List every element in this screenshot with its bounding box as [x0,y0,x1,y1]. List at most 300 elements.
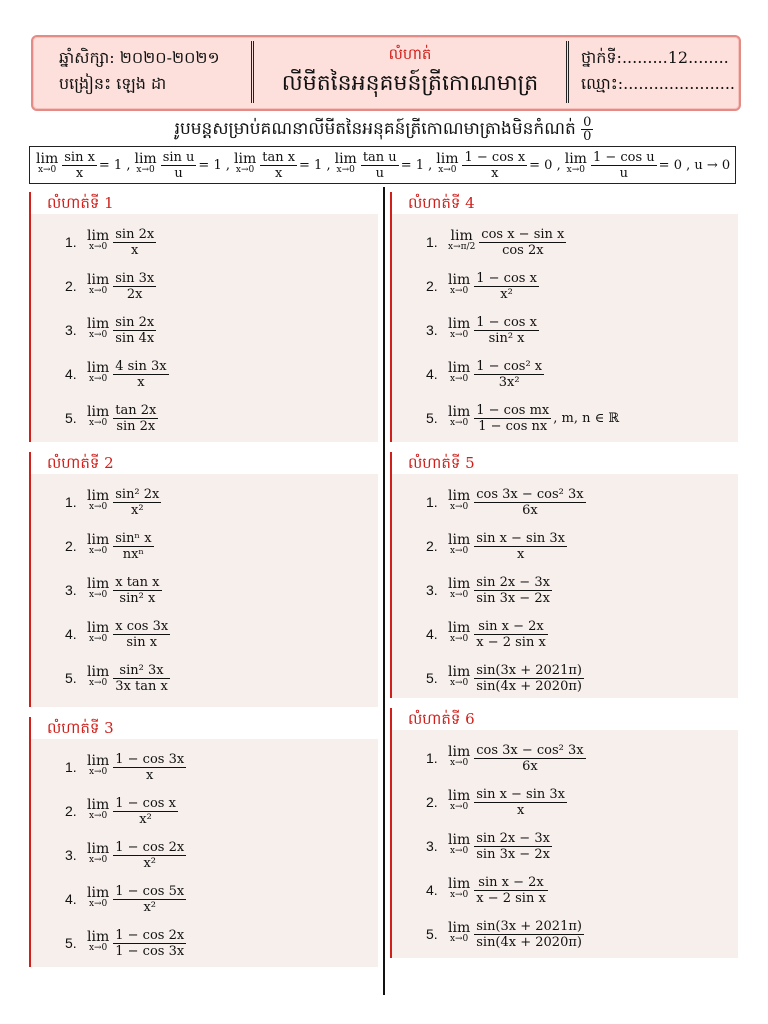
problem-fraction [474,575,552,606]
problem-fraction [113,796,178,827]
problem-item [392,524,738,568]
problem-number: 4. [426,626,438,642]
numerator: 1 − cos x [464,149,526,165]
lim-word: lim [87,753,110,769]
problem-item [31,568,378,612]
problem-fraction [474,919,584,950]
numerator: sin 3x [115,270,155,286]
numerator: 1 − cos 5x [115,883,185,899]
indeterminate-fraction [581,116,593,143]
problem-fraction [113,359,168,390]
lim-sub: x→0 [449,286,469,296]
lim-sub: x→0 [88,811,108,821]
numerator: sin 2x − 3x [476,574,550,590]
limit-operator [87,404,110,429]
formula-result: = 0 , u → 0 [658,157,731,173]
problem-number: 2. [426,538,438,554]
lim-sub: x→0 [449,934,469,944]
lim-sub: x→0 [88,943,108,953]
lim-word: lim [436,151,459,167]
section-body [29,474,378,707]
lim-word: lim [448,620,471,636]
problem-fraction [474,875,548,906]
limit-operator [448,832,471,857]
denominator: sin 3x − 2x [476,590,550,606]
problem-number: 1. [426,234,438,250]
numerator: cos 3x − cos² 3x [476,742,584,758]
denominator: 3x tan x [115,678,168,694]
lim-word: lim [87,488,110,504]
problem-fraction [474,487,585,518]
lim-word: lim [87,272,110,288]
denominator: sin 3x − 2x [476,846,550,862]
limit-operator [87,316,110,341]
formula-fraction [161,150,197,181]
formula-fraction [62,150,97,181]
problem-item [31,745,378,789]
problem-number: 5. [426,926,438,942]
problem-number: 5. [426,410,438,426]
formula-result: = 1 , [198,157,230,173]
column-divider [383,187,385,995]
limit-operator [87,885,110,910]
denominator: u [375,165,384,181]
problem-number: 2. [65,278,77,294]
problem-item [392,220,738,264]
problem-item [31,612,378,656]
lim-sub: x→0 [449,374,469,384]
denominator: x² [143,855,156,871]
problem-item [31,480,378,524]
problem-item [392,912,738,956]
problem-item [31,396,378,440]
lim-word: lim [134,151,157,167]
problem-number: 3. [65,582,77,598]
denominator: x [516,546,525,562]
lim-sub: x→0 [566,165,585,175]
numerator: tan x [262,149,296,165]
problem-item [392,308,738,352]
exercise-label: លំហាត់ [388,45,432,63]
lim-sub: x→0 [88,546,108,556]
problem-number: 1. [426,494,438,510]
problem-number: 5. [65,410,77,426]
lim-sub: x→0 [449,678,469,688]
limit-operator [448,664,471,689]
denominator: x [75,165,84,181]
lim-word: lim [87,664,110,680]
problem-item [392,264,738,308]
limit-operator [448,228,476,253]
limit-operator [87,228,110,253]
lim-word: lim [87,841,110,857]
problem-number: 1. [65,494,77,510]
exercise-section [390,192,738,442]
problem-fraction [113,884,186,915]
problem-fraction [474,743,585,774]
section-body [390,214,738,442]
problem-condition: , m, n ∈ ℝ [553,410,620,426]
numerator: 1 − cos 2x [115,839,185,855]
lim-sub: x→0 [88,330,108,340]
numerator: sin x − 2x [474,619,548,635]
numerator: sin 2x [115,314,155,330]
problem-fraction [474,403,551,434]
lim-word: lim [87,885,110,901]
limit-operator [87,488,110,513]
problem-fraction [474,531,567,562]
limit-operator [448,620,471,645]
limit-operator [87,797,110,822]
lim-sub: x→0 [136,165,155,175]
teacher-name: បង្រៀនះ ឡេង ដា [59,74,167,93]
denominator: sin(4x + 2020π) [476,934,582,950]
problem-number: 3. [426,838,438,854]
lim-word: lim [233,151,257,167]
numerator: sin x − 2x [474,875,548,891]
limit-operator [448,744,471,769]
lim-sub: x→0 [449,890,469,900]
formula-result: = 1 , [299,157,331,173]
problem-number: 4. [426,366,438,382]
lim-word: lim [448,832,471,848]
problem-fraction [113,271,156,302]
lim-sub: x→0 [438,165,457,175]
limit-operator [87,841,110,866]
lim-word: lim [448,488,471,504]
exercise-section [29,192,378,442]
limit-operator [448,576,471,601]
lim-sub: x→0 [88,418,108,428]
problem-item [31,921,378,965]
limit-operator [87,576,110,601]
lim-sub: x→0 [88,374,108,384]
formula-fraction [462,150,527,181]
problem-fraction [113,315,156,346]
problem-item [392,612,738,656]
problem-number: 5. [65,670,77,686]
numerator: cos 3x − cos² 3x [476,486,584,502]
denominator: 3x² [498,374,520,390]
denominator: x² [500,286,513,302]
numerator: 1 − cos x [476,314,537,330]
problem-number: 2. [65,538,77,554]
problem-item [31,789,378,833]
problem-number: 5. [426,670,438,686]
problem-number: 4. [65,626,77,642]
numerator: sin² 3x [113,663,170,679]
denominator: 2x [126,286,143,302]
lim-word: lim [448,532,471,548]
lim-sub: x→0 [336,165,355,175]
limit-operator [87,620,110,645]
denominator: sin x [126,634,158,650]
lim-word: lim [448,920,471,936]
numerator: 1 − cos u [592,149,655,165]
numerator: 1 − cos 2x [115,927,185,943]
lim-word: lim [87,929,110,945]
topic-title: លីមីតនៃអនុគមន៍ត្រីកោណមាត្រ [281,71,539,96]
denominator: x² [143,899,156,915]
limit-operator [448,316,471,341]
problem-number: 1. [65,759,77,775]
problem-number: 1. [65,234,77,250]
lim-sub: x→0 [88,855,108,865]
numerator: x cos 3x [115,618,169,634]
problem-number: 1. [426,750,438,766]
problem-fraction [474,359,544,390]
denominator: x − 2 sin x [476,634,546,650]
problem-fraction [113,487,161,518]
problem-fraction [113,928,186,959]
limit-operator [448,272,471,297]
problem-number: 3. [426,322,438,338]
problem-fraction [113,619,170,650]
lim-sub: x→0 [37,165,57,175]
limit-operator [448,788,471,813]
problem-item [31,308,378,352]
problem-number: 2. [426,278,438,294]
numerator: sinⁿ x [115,530,152,546]
problem-fraction [474,787,567,818]
numerator: sin x [64,149,95,165]
formula-subtitle [0,116,768,143]
lim-sub: x→0 [235,165,255,175]
denominator: sin(4x + 2020π) [476,678,582,694]
problem-fraction [113,663,170,694]
lim-sub: x→0 [88,590,108,600]
lim-sub: x→0 [88,678,108,688]
lim-word: lim [448,272,471,288]
numerator: sin(3x + 2021π) [476,662,582,678]
exercise-section [29,452,378,707]
problem-fraction [113,575,161,606]
problem-item [31,524,378,568]
class-field: ថ្នាក់ទី:.........12........ [581,48,729,67]
denominator: cos 2x [502,242,544,258]
problem-number: 4. [65,366,77,382]
lim-sub: x→0 [88,286,108,296]
lim-word: lim [448,576,471,592]
lim-sub: x→0 [449,634,469,644]
formula-fraction [591,150,657,181]
exercise-section [390,708,738,958]
denominator: sin 2x [116,418,156,434]
limit-operator [448,360,471,385]
section-title: លំហាត់ទី 3 [29,717,378,739]
problem-item [31,264,378,308]
denominator: 1 − cos 3x [115,943,185,959]
problem-item [392,656,738,700]
denominator: x [131,242,139,258]
lim-sub: x→0 [88,634,108,644]
problem-number: 3. [426,582,438,598]
denominator: u [619,165,628,181]
lim-word: lim [87,797,110,813]
limit-operator [448,920,471,945]
lim-sub: x→0 [449,802,469,812]
lim-sub: x→0 [88,899,108,909]
section-title: លំហាត់ទី 5 [390,452,738,474]
lim-sub: x→0 [88,767,108,777]
problem-number: 4. [65,891,77,907]
problem-fraction [474,619,548,650]
problem-item [31,833,378,877]
problem-fraction [474,271,539,302]
numerator: 1 − cos² x [476,358,543,374]
formula-result: = 1 , [400,157,433,173]
lim-word: lim [334,151,357,167]
denominator: x² [131,502,144,518]
problem-fraction [113,752,186,783]
denominator: x [274,165,283,181]
lim-word: lim [87,316,110,332]
formula-fraction [260,150,297,181]
numerator: sin² 2x [115,486,160,502]
lim-sub: x→0 [449,418,469,428]
problem-number: 2. [426,794,438,810]
problem-item [392,780,738,824]
lim-sub: x→0 [449,330,469,340]
numerator: 1 − cos x [476,270,537,286]
problem-item [392,736,738,780]
problem-number: 5. [65,935,77,951]
problem-fraction [479,227,566,258]
lim-sub: x→0 [449,758,469,768]
problem-fraction [113,403,158,434]
lim-word: lim [448,360,471,376]
limit-operator [87,360,110,385]
header-center [251,41,569,103]
lim-word: lim [87,228,110,244]
problem-item [392,824,738,868]
denominator: x − 2 sin x [476,890,546,906]
denominator: x² [139,811,152,827]
problem-number: 4. [426,882,438,898]
numerator: sin x − sin 3x [476,530,565,546]
problem-item [31,220,378,264]
problem-item [31,656,378,700]
section-body [390,474,738,698]
formula-lim [564,151,587,176]
denominator: nxⁿ [122,546,145,562]
formula-line [29,146,736,184]
numerator: cos x − sin x [481,226,565,242]
problem-fraction [113,531,153,562]
problem-item [392,480,738,524]
problem-item [392,396,738,440]
lim-sub: x→π/2 [448,242,476,252]
problem-item [392,352,738,396]
denominator: 1 − cos nx [478,418,548,434]
problem-fraction [474,315,539,346]
numerator: sin u [162,149,195,165]
limit-operator [87,272,110,297]
numerator: tan 2x [115,402,157,418]
exercise-section [390,452,738,698]
limit-operator [87,532,110,557]
lim-sub: x→0 [449,546,469,556]
lim-word: lim [448,664,471,680]
section-body [29,214,378,442]
denominator: x [516,802,525,818]
section-title: លំហាត់ទី 1 [29,192,378,214]
lim-word: lim [87,360,110,376]
problem-fraction [113,227,156,258]
lim-sub: x→0 [449,590,469,600]
problem-fraction [474,663,584,694]
denominator: u [174,165,183,181]
problem-item [392,568,738,612]
section-body [390,730,738,958]
limit-operator [87,929,110,954]
formula-lim [334,151,357,176]
lim-word: lim [448,788,471,804]
lim-word: lim [87,404,110,420]
lim-word: lim [564,151,587,167]
lim-sub: x→0 [88,242,108,252]
subtitle-text: រូបមន្តសម្រាប់គណនាលីមីតនៃអនុគន៍ត្រីកោណមាត្រាងមិនកំណត់ [174,119,576,139]
lim-word: lim [36,151,59,167]
formula-result: = 1 , [98,157,131,173]
formula-fraction [361,150,399,181]
numerator: sin x − sin 3x [476,786,565,802]
problem-item [392,868,738,912]
lim-sub: x→0 [449,846,469,856]
numerator: 1 − cos x [115,795,176,811]
numerator: sin(3x + 2021π) [476,918,582,934]
header-left [59,45,220,97]
limit-operator [448,532,471,557]
denominator: 6x [522,758,538,774]
limit-operator [87,664,110,689]
lim-sub: x→0 [449,502,469,512]
lim-word: lim [448,404,471,420]
problem-number: 3. [65,322,77,338]
numerator: x tan x [115,574,160,590]
formula-lim [233,151,257,176]
denominator: sin 4x [115,330,155,346]
problem-item [31,352,378,396]
limit-operator [448,488,471,513]
lim-word: lim [87,576,110,592]
frac-num: 0 [583,115,592,130]
header-box [31,35,741,111]
limit-operator [448,404,471,429]
problem-fraction [113,840,186,871]
lim-word: lim [87,620,110,636]
formula-lim [134,151,157,176]
exercise-section [29,717,378,967]
numerator: sin 2x − 3x [476,830,550,846]
problem-number: 2. [65,803,77,819]
frac-den: 0 [583,129,592,144]
section-title: លំហាត់ទី 6 [390,708,738,730]
header-right [581,45,735,97]
denominator: x [146,767,154,783]
lim-word: lim [87,532,110,548]
denominator: x [491,165,499,181]
formula-lim [36,151,59,176]
limit-operator [87,753,110,778]
lim-word: lim [448,876,471,892]
section-body [29,739,378,967]
numerator: 1 − cos mx [476,402,550,418]
denominator: x [137,374,145,390]
denominator: 6x [522,502,538,518]
numerator: 1 − cos 3x [115,751,185,767]
formula-result: = 0 , [529,157,561,173]
